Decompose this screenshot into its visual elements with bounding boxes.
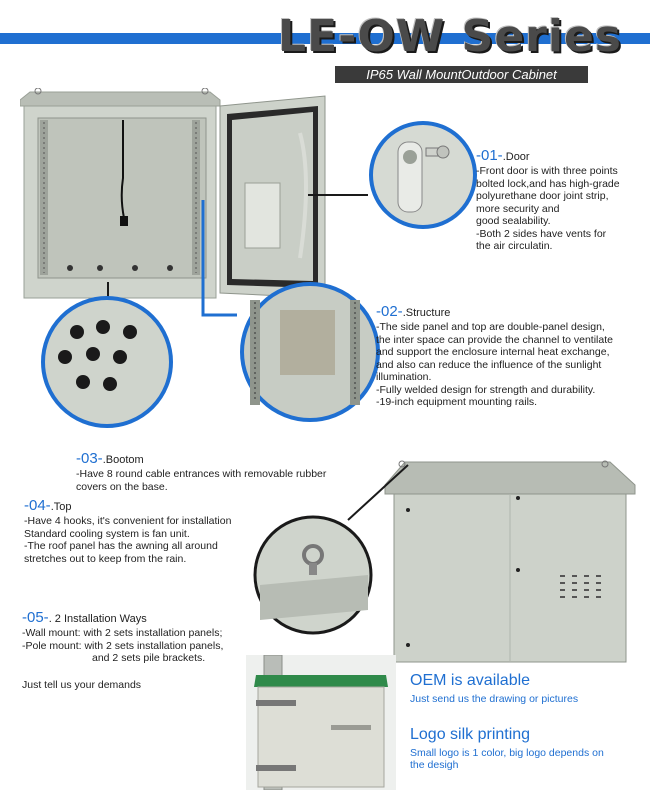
section-door-text: -Front door is with three points bolted lock,and has high-grade polyurethane door joint strip, more security and good sealability. -Both 2 sides have vents for the air circulatin.: [476, 165, 620, 252]
section-bottom-number: -03-: [76, 450, 103, 467]
section-top-title: .Top: [50, 501, 72, 513]
hook-detail: [248, 460, 418, 640]
section-bottom-title: .Bootom: [102, 454, 144, 466]
logo-block: [410, 726, 604, 771]
demand-text: Just tell us your demands: [22, 679, 142, 691]
section-structure: [376, 303, 613, 409]
structure-rails-detail: [195, 200, 380, 425]
section-structure-number: -02-: [376, 303, 403, 320]
section-install: [22, 609, 223, 665]
section-structure-title: .Structure: [402, 307, 451, 319]
logo-title: Logo silk printing: [410, 726, 531, 743]
section-install-title: . 2 Installation Ways: [48, 613, 147, 625]
section-door-number: -01-: [476, 147, 503, 164]
closed-cabinet-image: [380, 450, 640, 670]
oem-block: [410, 672, 578, 705]
section-bottom-text: -Have 8 round cable entrances with removable rubber covers on the base.: [76, 468, 327, 493]
section-install-text: -Wall mount: with 2 sets installation panels; -Pole mount: with 2 sets installation panels, and 2 sets pile brackets.: [22, 627, 224, 664]
series-title: LE-OW Series: [278, 11, 622, 62]
section-structure-text: -The side panel and top are double-panel design, the inter space can provide the channel to ventilate and support the enclosure internal heat exchange, and also can reduce the influence of the sunlight illumination. -Fully welded design for strength and durability. -19-inch equipment mounting rails.: [376, 321, 613, 408]
section-door: [476, 147, 620, 253]
section-door-title: .Door: [502, 151, 530, 163]
logo-desc-1: Small logo is 1 color, big logo depends on: [410, 747, 604, 759]
pole-mount-image: [246, 655, 396, 790]
section-top-number: -04-: [24, 497, 51, 514]
logo-desc-2: the desigh: [410, 759, 459, 771]
section-top-text: -Have 4 hooks, it's convenient for installation Standard cooling system is fan unit. -The roof panel has the awning all around stretches out to keep from the rain.: [24, 515, 232, 565]
section-top: [24, 497, 231, 565]
oem-title: OEM is available: [410, 672, 531, 689]
oem-desc: Just send us the drawing or pictures: [410, 693, 579, 705]
bottom-holes-detail: [35, 282, 175, 432]
section-install-number: -05-: [22, 609, 49, 626]
series-subtitle: IP65 Wall MountOutdoor Cabinet: [335, 66, 588, 83]
